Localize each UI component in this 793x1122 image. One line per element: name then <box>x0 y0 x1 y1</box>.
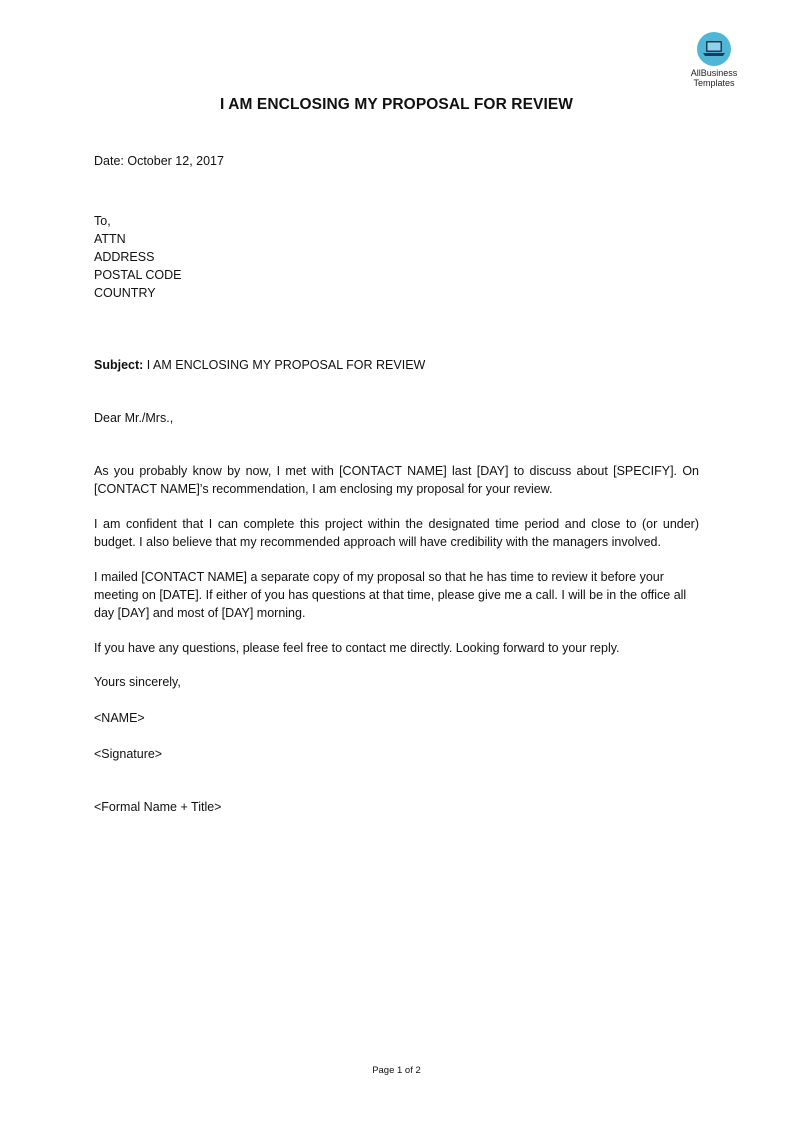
sender-name: <NAME> <box>94 711 145 725</box>
page-number: Page 1 of 2 <box>372 1065 421 1076</box>
address-line: To, <box>94 214 111 228</box>
paragraph: If you have any questions, please feel free to contact me directly. Looking forward to your reply. <box>94 641 620 655</box>
address-line: POSTAL CODE <box>94 268 182 282</box>
closing: Yours sincerely, <box>94 675 181 689</box>
greeting: Dear Mr./Mrs., <box>94 411 174 425</box>
logo-text-line2: Templates <box>693 78 735 88</box>
paragraph: As you probably know by now, I met with [CONTACT NAME] last [DAY] to discuss about [SPECIFY]. On [CONTACT NAME]’s recommendation, I am enclosing my proposal for your review. <box>94 464 699 496</box>
paragraph: I am confident that I can complete this project within the designated time period and close to (or under) budget. I also believe that my recommended approach will have credibility with the managers involved. <box>94 517 699 549</box>
subject-text: I AM ENCLOSING MY PROPOSAL FOR REVIEW <box>146 358 426 372</box>
address-line: ADDRESS <box>94 250 155 264</box>
letter-date: Date: October 12, 2017 <box>94 154 224 168</box>
logo-text-line1: AllBusiness <box>690 68 738 78</box>
allbusiness-logo <box>684 32 744 88</box>
letter-body <box>94 152 699 816</box>
document-title: I AM ENCLOSING MY PROPOSAL FOR REVIEW <box>219 96 574 113</box>
paragraph: I mailed [CONTACT NAME] a separate copy of my proposal so that he has time to review it before your meeting on [DATE]. If either of you has questions at that time, please give me a call. I will be in the office all day [DAY] and most of [DAY] morning. <box>94 570 687 620</box>
formal-name-title: <Formal Name + Title> <box>94 800 222 814</box>
address-line: COUNTRY <box>94 286 156 300</box>
laptop-icon <box>697 32 731 66</box>
subject-label: Subject: <box>94 358 144 372</box>
subject-line <box>94 356 699 374</box>
recipient-address <box>94 212 699 302</box>
address-line: ATTN <box>94 232 126 246</box>
signature-placeholder: <Signature> <box>94 747 163 761</box>
